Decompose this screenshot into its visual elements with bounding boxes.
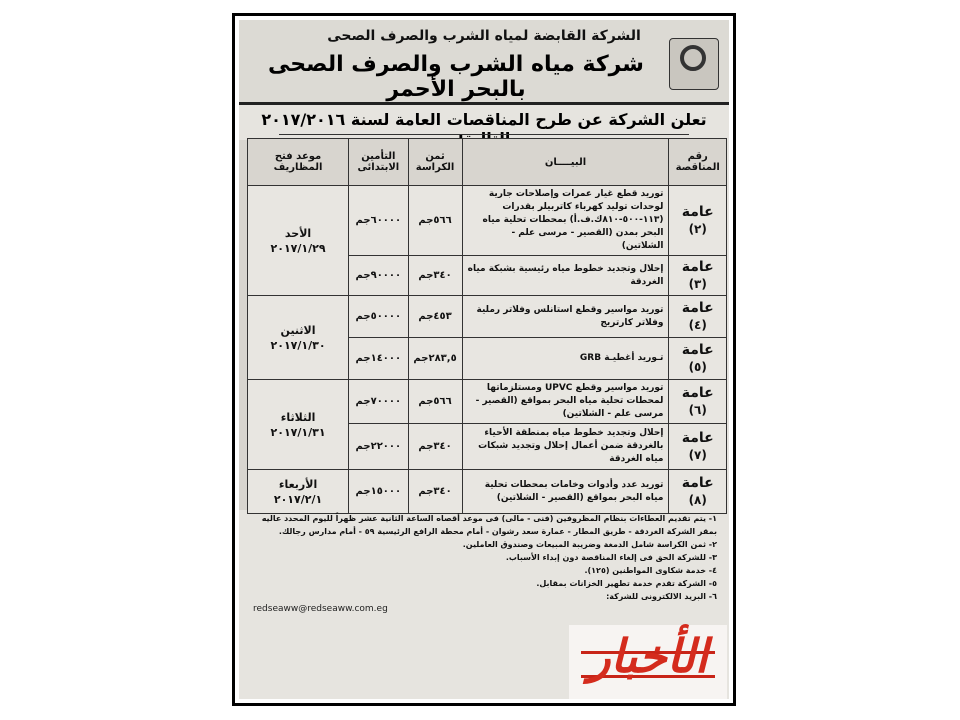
newspaper-logo: [569, 625, 727, 699]
col-description: البيــــان: [462, 139, 669, 186]
terms-notes: [253, 512, 717, 616]
initial-insurance: ٩٠٠٠٠جم: [349, 256, 408, 296]
tender-number: عامة (٧): [669, 424, 727, 470]
booklet-price: ٥٦٦جم: [408, 380, 462, 424]
tender-number: عامة (٣): [669, 256, 727, 296]
booklet-price: ٣٤٠جم: [408, 470, 462, 514]
booklet-price: ٤٥٣جم: [408, 296, 462, 338]
holding-company-title: الشركة القابضة لمياه الشرب والصرف الصحى: [327, 28, 641, 44]
opening-date: الثلاثاء ٢٠١٧/١/٣١: [248, 380, 349, 470]
opening-date: الأربعاء ٢٠١٧/٢/١: [248, 470, 349, 514]
opening-date: الاثنين ٢٠١٧/١/٣٠: [248, 296, 349, 380]
note-item: ٤- خدمة شكاوى المواطنين (١٢٥).: [584, 566, 717, 575]
initial-insurance: ٧٠٠٠٠جم: [349, 380, 408, 424]
booklet-price: ٥٦٦جم: [408, 186, 462, 256]
tender-description: توريد مواسير وقطع استانلس وفلاتر رملية وفلاتر كارتريج: [462, 296, 669, 338]
initial-insurance: ٢٢٠٠٠جم: [349, 424, 408, 470]
note-item: ٥- الشركة تقدم خدمة تطهير الخزانات بمقابل.: [536, 579, 717, 588]
note-item: ٢- ثمن الكراسة شامل الدمغة وضريبة المبيعات وصندوق العاملين.: [462, 540, 717, 549]
tenders-table: [247, 138, 727, 514]
note-item: ١- يتم تقديم العطاءات بنظام المظروفين (فنى - مالى) فى موعد أقصاه الساعة الثانية عشر ظهراً لليوم المحدد عاليه بمقر الشركة الغردقة - طريق المطار - عمارة سعد رشوان - أمام محطة الرافع الرئيسية ٥٩ - أمام مدارس رجالك.: [261, 514, 717, 536]
table-row: [248, 186, 727, 256]
tender-number: عامة (٨): [669, 470, 727, 514]
table-header-row: [248, 139, 727, 186]
company-logo-icon: [669, 38, 719, 90]
booklet-price: ٢٨٣,٥جم: [408, 338, 462, 380]
tender-description: توريد قطع غيار عمرات وإصلاحات جارية لوحدات توليد كهرباء كاتربيلر بقدرات (١١٣-٥٠٠-٨١٠ك.ف.أ) بمحطات تحلية مياه البحر بمدن (القصير - مرسى علم - الشلاتين): [462, 186, 669, 256]
tender-description: توريد عدد وأدوات وخامات بمحطات تحلية مياه البحر بمواقع (القصير - الشلاتين): [462, 470, 669, 514]
tender-number: عامة (٢): [669, 186, 727, 256]
tender-description: إحلال وتجديد خطوط مياه رئيسية بشبكة مياه الغردقة: [462, 256, 669, 296]
tender-number: عامة (٥): [669, 338, 727, 380]
col-tender-number: رقم المناقصة: [669, 139, 727, 186]
col-initial-insurance: التأمين الابتدائى: [349, 139, 408, 186]
opening-date: الأحد ٢٠١٧/١/٢٩: [248, 186, 349, 296]
table-row: [248, 380, 727, 424]
company-email: redseaww@redseaww.com.eg: [253, 604, 388, 614]
booklet-price: ٣٤٠جم: [408, 424, 462, 470]
initial-insurance: ١٥٠٠٠جم: [349, 470, 408, 514]
col-opening-date: موعد فتح المظاريف: [248, 139, 349, 186]
logo-ring-icon: [680, 45, 706, 71]
ad-header: [239, 20, 729, 105]
announcement-heading: تعلن الشركة عن طرح المناقصات العامة لسنة ٢٠١٧/٢٠١٦: [261, 110, 707, 129]
tender-number: عامة (٦): [669, 380, 727, 424]
initial-insurance: ٥٠٠٠٠جم: [349, 296, 408, 338]
note-item: ٣- للشركة الحق فى إلغاء المناقصة دون إبداء الأسباب.: [505, 553, 717, 562]
initial-insurance: ٦٠٠٠٠جم: [349, 186, 408, 256]
newspaper-name: الأخبار: [588, 629, 708, 683]
ad-frame: [232, 13, 736, 706]
note-item: ٦- البريد الالكترونى للشركة:: [606, 592, 717, 601]
booklet-price: ٣٤٠جم: [408, 256, 462, 296]
tender-description: توريد مواسير وقطع UPVC ومستلزماتها لمحطات تحلية مياه البحر بمواقع (القصير - مرسى علم - الشلاتين): [462, 380, 669, 424]
tender-number: عامة (٤): [669, 296, 727, 338]
table-row: [248, 296, 727, 338]
newspaper-ad: [239, 20, 729, 699]
col-booklet-price: ثمن الكراسة: [408, 139, 462, 186]
tender-description: إحلال وتجديد خطوط مياه بمنطقة الأحياء بالغردقة ضمن أعمال إحلال وتجديد شبكات مياه الغردقة: [462, 424, 669, 470]
announcement-underline: [279, 134, 689, 135]
company-name-title: شركة مياه الشرب والصرف الصحى بالبحر الأحمر: [268, 52, 644, 102]
initial-insurance: ١٤٠٠٠جم: [349, 338, 408, 380]
table-row: [248, 470, 727, 514]
tender-description: تـوريد أغطيـة GRB: [462, 338, 669, 380]
